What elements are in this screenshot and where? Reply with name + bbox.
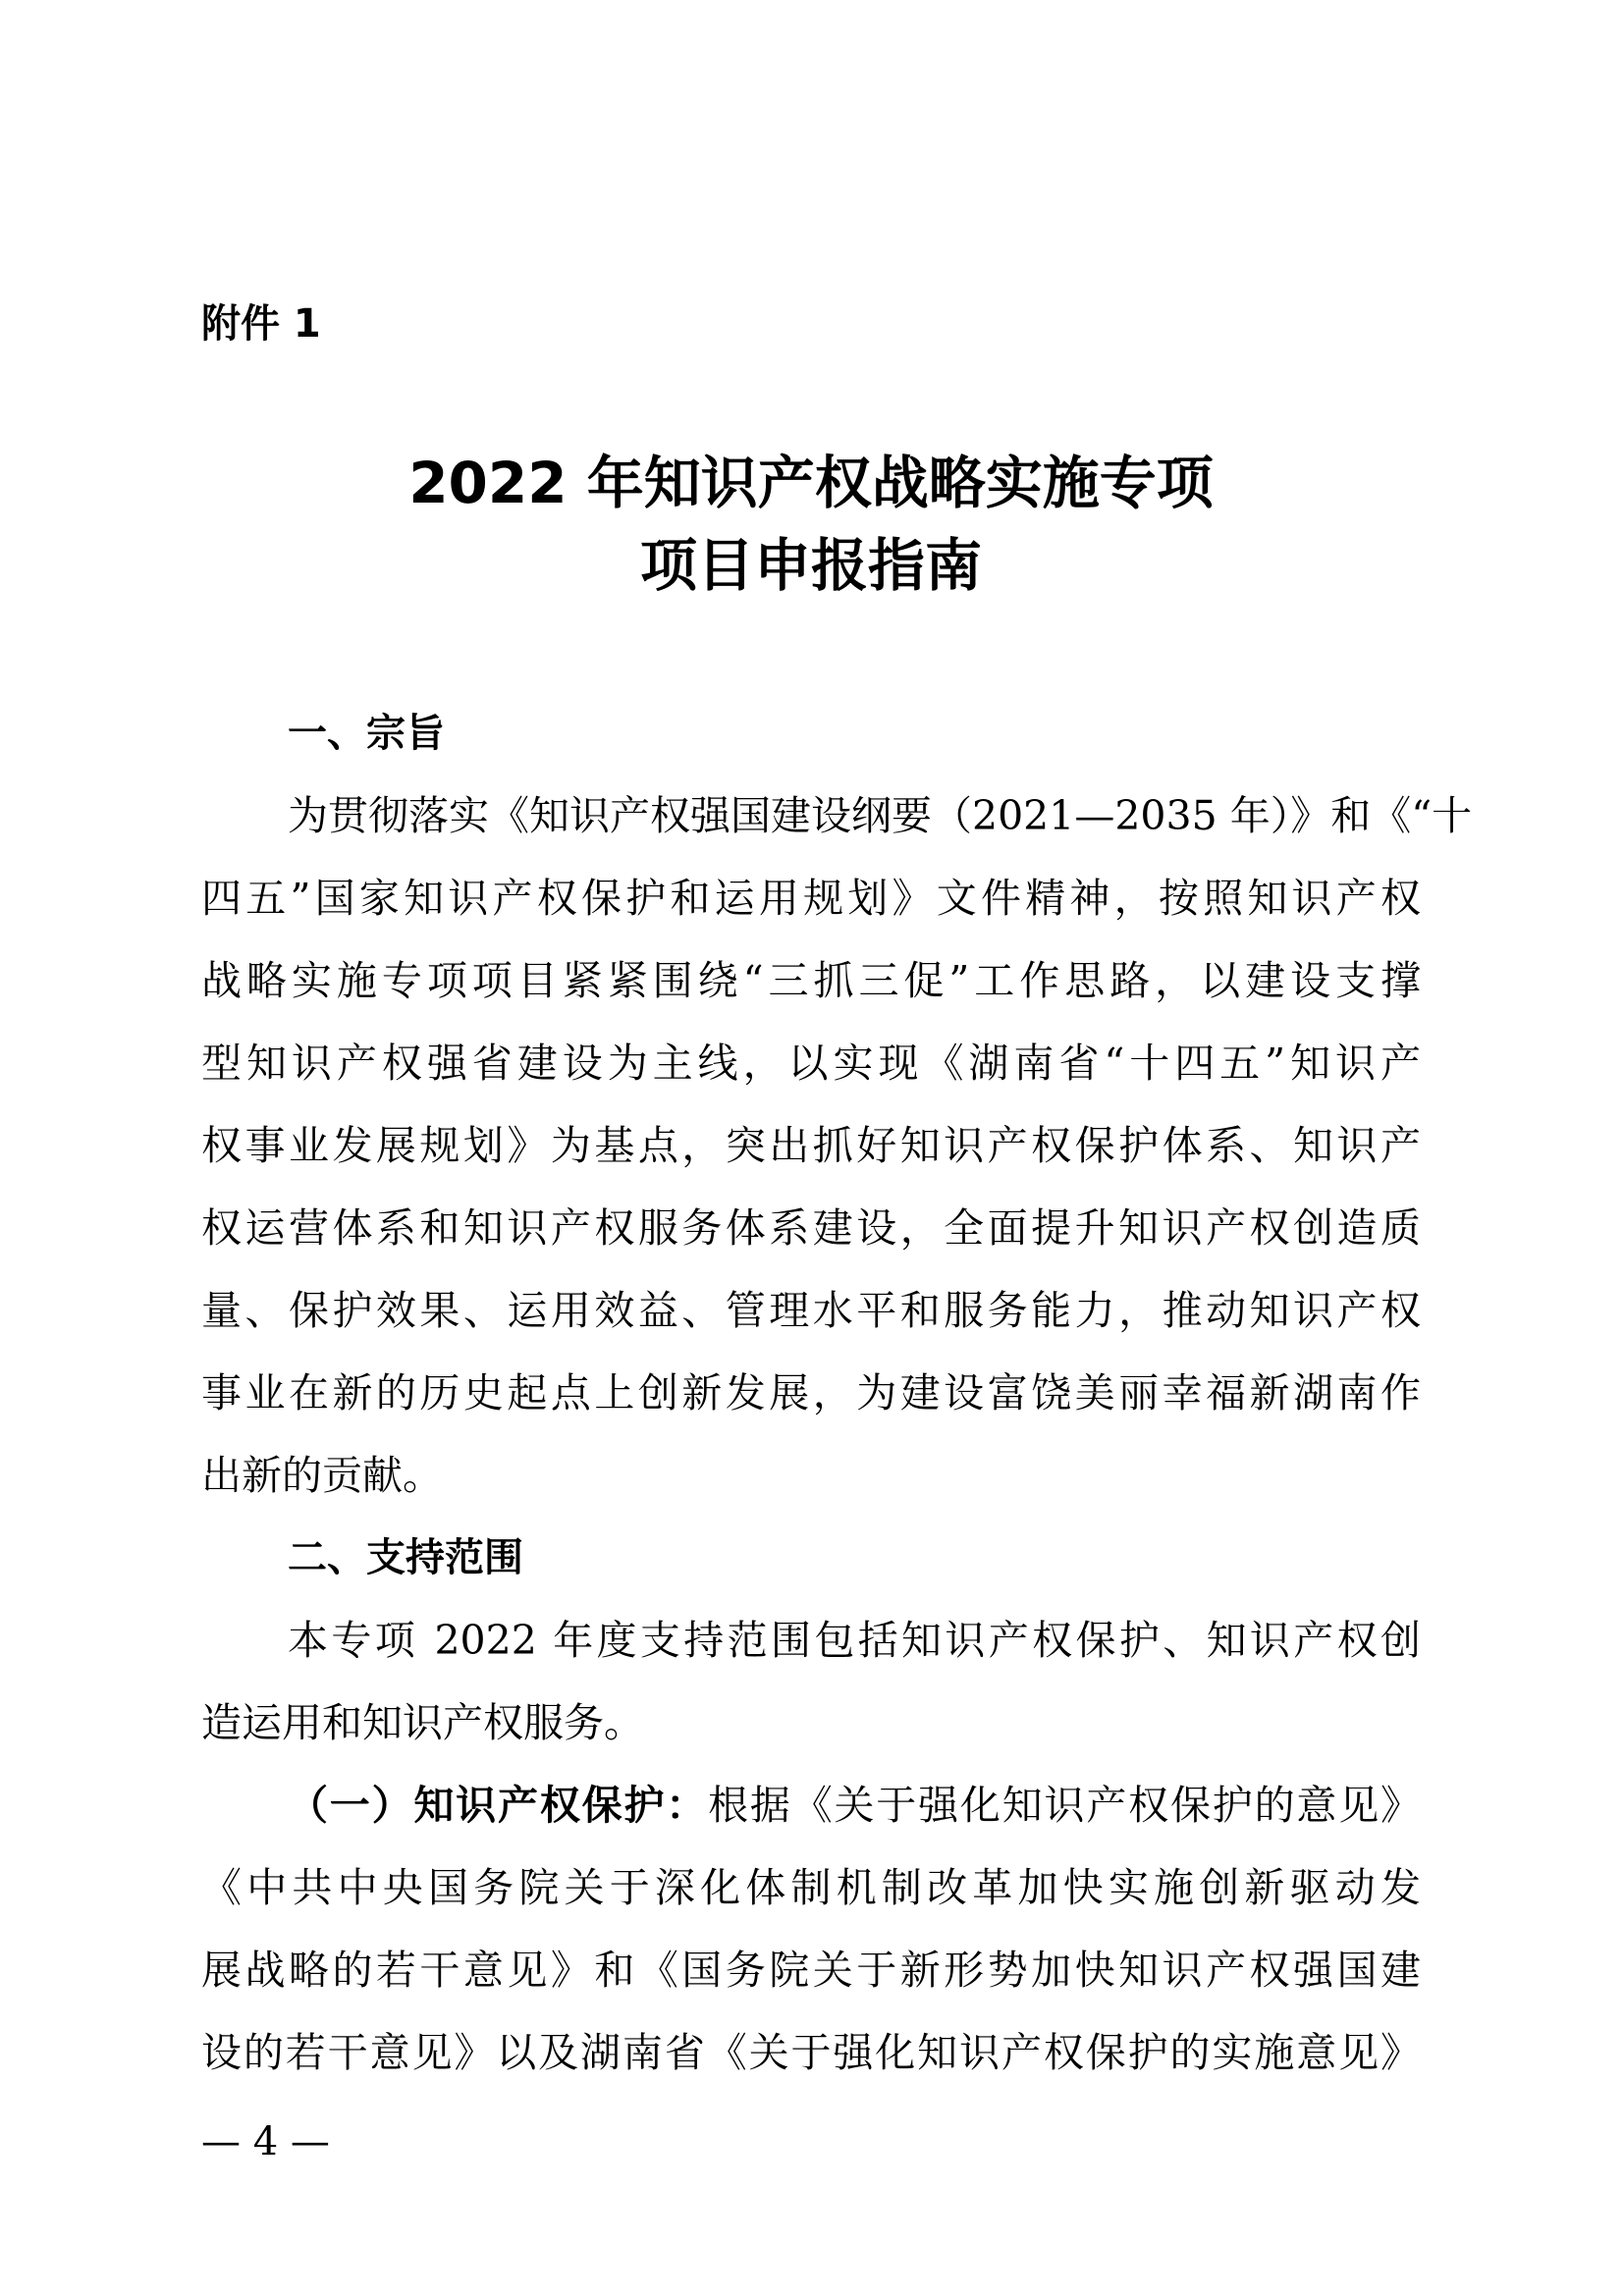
page-number: — 4 — bbox=[201, 2119, 330, 2164]
paragraph-line: 权运营体系和知识产权服务体系建设，全面提升知识产权创造质 bbox=[201, 1204, 1421, 1252]
paragraph-line: 四五”国家知识产权保护和运用规划》文件精神，按照知识产权 bbox=[201, 875, 1421, 922]
attachment-label: 附件 1 bbox=[201, 301, 321, 347]
paragraph-line: 权事业发展规划》为基点，突出抓好知识产权保护体系、知识产 bbox=[201, 1122, 1421, 1169]
section-heading-purpose: 一、宗旨 bbox=[288, 711, 445, 756]
paragraph-line: 《中共中央国务院关于深化体制机制改革加快实施创新驱动发 bbox=[201, 1864, 1421, 1911]
paragraph-line: 设的若干意见》以及湖南省《关于强化知识产权保护的实施意见》 bbox=[201, 2029, 1421, 2076]
paragraph-line: 造运用和知识产权服务。 bbox=[201, 1699, 644, 1746]
paragraph-line: 本专项 2022 年度支持范围包括知识产权保护、知识产权创 bbox=[288, 1617, 1421, 1664]
paragraph-line: 事业在新的历史起点上创新发展，为建设富饶美丽幸福新湖南作 bbox=[201, 1369, 1421, 1416]
section-heading-scope: 二、支持范围 bbox=[288, 1535, 523, 1580]
paragraph-line: 出新的贡献。 bbox=[201, 1452, 443, 1499]
subsection-text: 根据《关于强化知识产权保护的意见》 bbox=[708, 1782, 1421, 1829]
document-body bbox=[201, 692, 1473, 2094]
paragraph-line bbox=[201, 1764, 1421, 1846]
paragraph-line: 展战略的若干意见》和《国务院关于新形势加快知识产权强国建 bbox=[201, 1947, 1421, 1994]
document-title bbox=[201, 442, 1421, 607]
subsection-label: （一）知识产权保护： bbox=[288, 1782, 709, 1829]
paragraph-line: 量、保护效果、运用效益、管理水平和服务能力，推动知识产权 bbox=[201, 1287, 1421, 1334]
title-line-1: 2022 年知识产权战略实施专项 bbox=[408, 450, 1214, 516]
subsection-ip-protection-paragraph bbox=[201, 1764, 1421, 2094]
paragraph-line: 为贯彻落实《知识产权强国建设纲要（2021—2035 年）》和《“十 bbox=[288, 792, 1473, 839]
title-line-2: 项目申报指南 bbox=[639, 532, 982, 599]
paragraph-line: 型知识产权强省建设为主线，以实现《湖南省“十四五”知识产 bbox=[201, 1040, 1421, 1087]
paragraph-line: 战略实施专项项目紧紧围绕“三抓三促”工作思路，以建设支撑 bbox=[201, 957, 1421, 1004]
section-scope-paragraph bbox=[201, 1599, 1421, 1764]
section-purpose-paragraph bbox=[201, 774, 1473, 1517]
